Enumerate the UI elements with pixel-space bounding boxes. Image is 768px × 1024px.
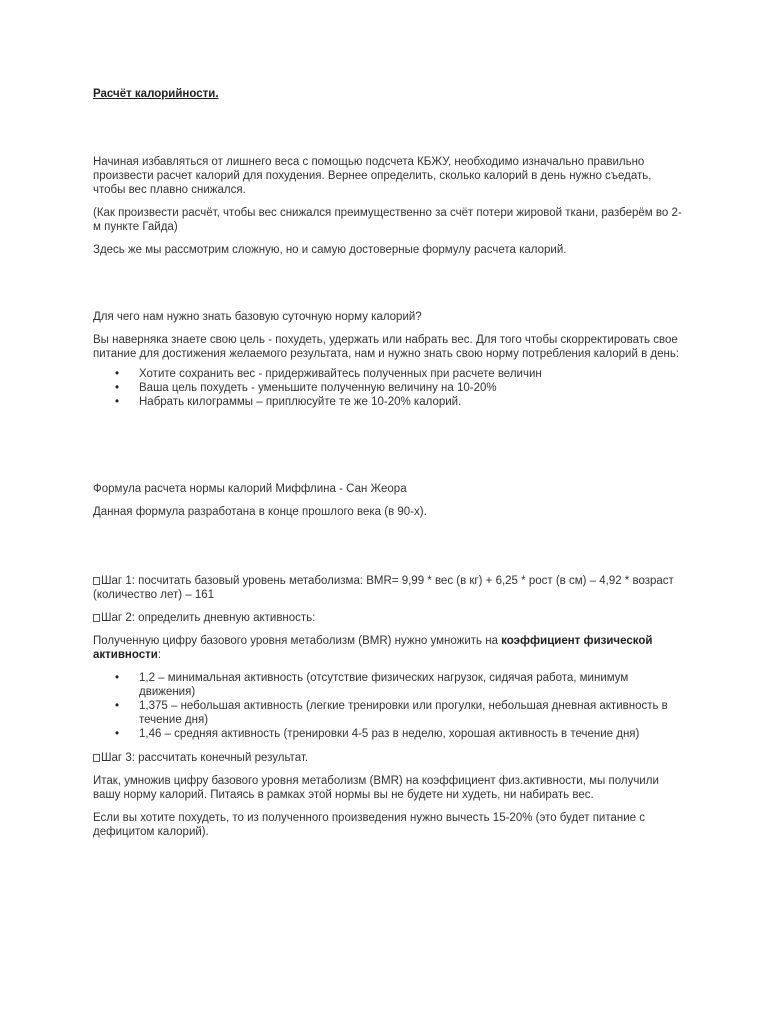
checkbox-icon <box>93 577 100 585</box>
list-item: • 1,46 – средняя активность (тренировки 4-5 раз в неделю, хорошая активность в течение дня) <box>93 727 683 741</box>
list-item: • 1,375 – небольшая активность (легкие тренировки или прогулки, небольшая дневная активность в течение дня) <box>93 699 683 727</box>
intro-section <box>93 155 683 257</box>
why-question: Для чего нам нужно знать базовую суточную норму калорий? <box>93 311 422 323</box>
activity-colon: : <box>157 649 162 661</box>
list-item: • Набрать килограммы – приплюсуйте те же 10-20% калорий. <box>93 395 683 409</box>
why-section <box>93 310 683 409</box>
activity-paragraph <box>93 634 683 662</box>
document-title: Расчёт калорийности. <box>93 88 219 100</box>
list-item: • Ваша цель похудеть - уменьшите полученную величину на 10-20% <box>93 381 683 395</box>
list-item: • Хотите сохранить вес - придерживайтесь полученных при расчете величин <box>93 367 683 381</box>
steps-section <box>93 574 683 839</box>
result-paragraph: Итак, умножив цифру базового уровня метаболизм (BMR) на коэффициент физ.активности, мы получили вашу норму калорий. Питаясь в рамках этой нормы вы не будете ни худеть, ни набирать вес. <box>93 775 659 801</box>
lose-paragraph: Если вы хотите похудеть, то из полученного произведения нужно вычесть 15-20% (это будет питание с дефицитом калорий). <box>93 812 645 838</box>
checkbox-icon <box>93 754 100 762</box>
intro-paragraph-3: Здесь же мы рассмотрим сложную, но и самую достоверные формулу расчета калорий. <box>93 244 567 256</box>
step-3-text: Шаг 3: рассчитать конечный результат. <box>101 752 309 764</box>
activity-bold-text: коэффициент физической активности <box>93 635 653 661</box>
step-1 <box>93 574 683 602</box>
formula-section <box>93 482 683 519</box>
checkbox-icon <box>93 614 100 622</box>
list-item: • 1,2 – минимальная активность (отсутствие физических нагрузок, сидячая работа, минимум движения) <box>93 671 683 699</box>
intro-paragraph-1: Начиная избавляться от лишнего веса с помощью подсчета КБЖУ, необходимо изначально правильно произвести расчет калорий для похудения. Вернее определить, сколько калорий в день нужно съедать, чтобы вес плавно снижался. <box>93 156 652 196</box>
why-text: Вы наверняка знаете свою цель - похудеть, удержать или набрать вес. Для того чтобы скорректировать свое питание для достижения желаемого результата, нам и нужно знать свою норму потребления калорий в день: <box>93 334 680 360</box>
intro-paragraph-2: (Как произвести расчёт, чтобы вес снижался преимущественно за счёт потери жировой ткани, разберём во 2-м пункте Гайда) <box>93 207 682 233</box>
step-2-text: Шаг 2: определить дневную активность: <box>101 612 316 624</box>
goal-list <box>93 367 683 409</box>
activity-text: Полученную цифру базового уровня метаболизм (BMR) нужно умножить на <box>93 635 502 647</box>
formula-note: Данная формула разработана в конце прошлого века (в 90-х). <box>93 506 427 518</box>
step-3 <box>93 751 683 765</box>
step-2 <box>93 611 683 625</box>
coefficient-list <box>93 671 683 741</box>
step-1-text: Шаг 1: посчитать базовый уровень метаболизма: BMR= 9,99 * вес (в кг) + 6,25 * рост (в см) – 4,92 * возраст (количество лет) – 161 <box>93 575 674 601</box>
formula-heading: Формула расчета нормы калорий Миффлина - Сан Жеора <box>93 483 407 495</box>
